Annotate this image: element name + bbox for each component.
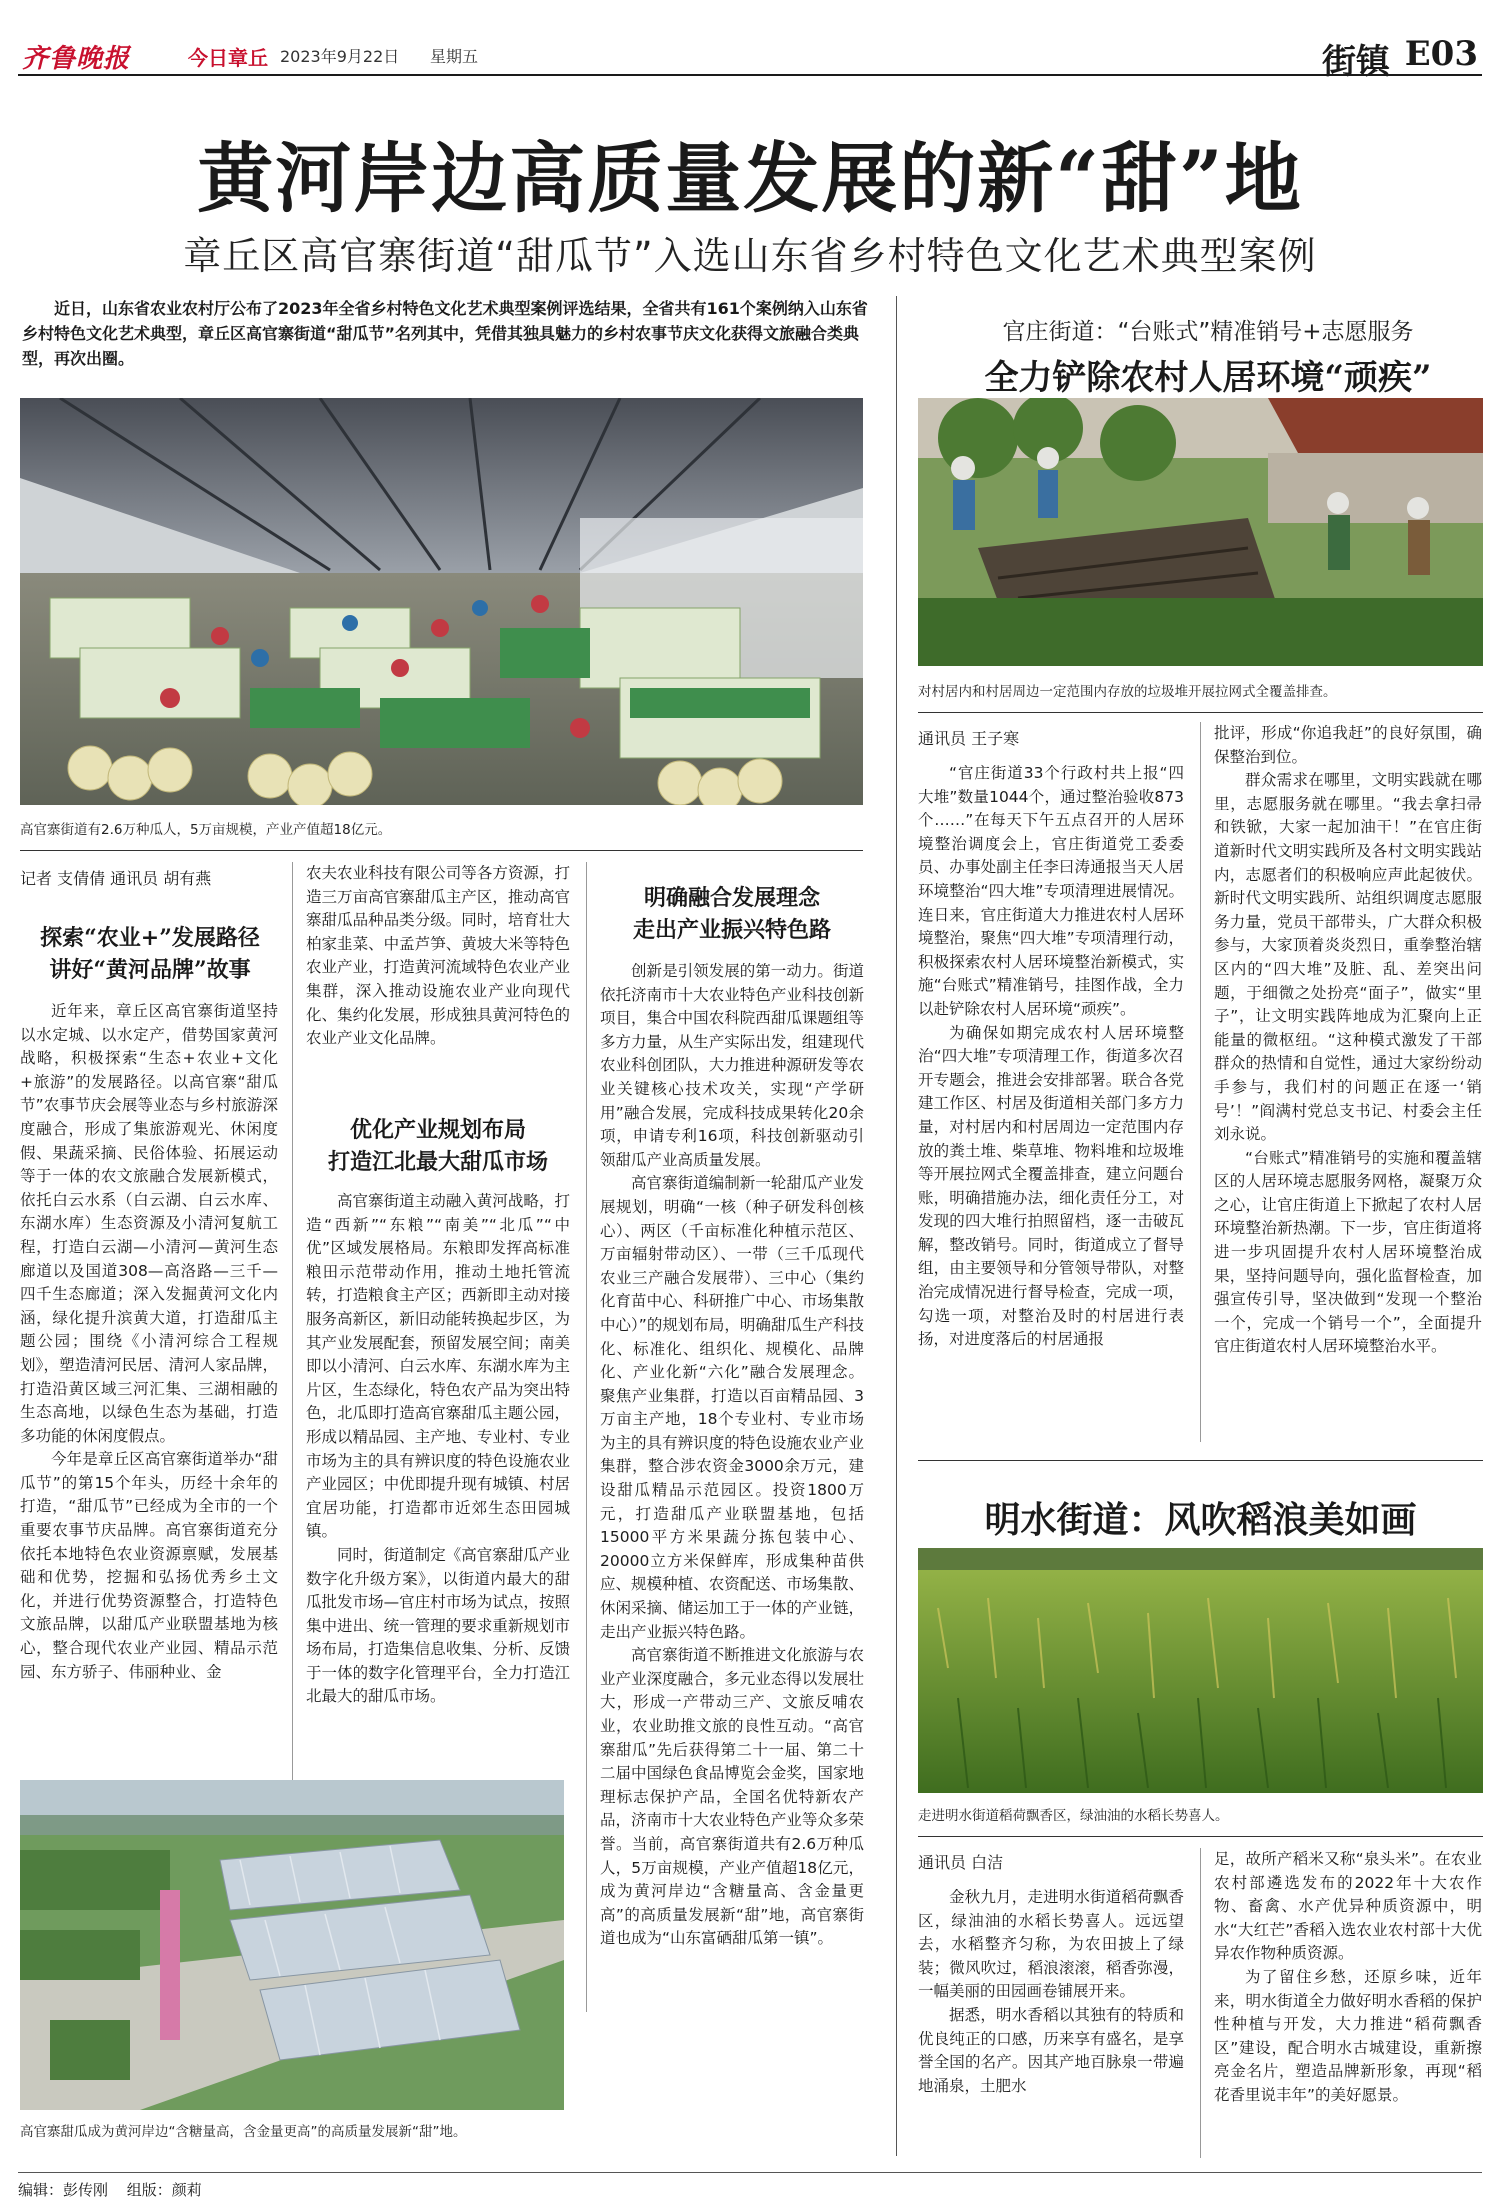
paragraph: 农夫农业科技有限公司等各方资源，打造三万亩高官寨甜瓜主产区，推动高官寨甜瓜品种品类分级。同时，培育壮大柏家韭菜、中孟芦笋、黄坡大米等特色农业产业，打造黄河流域特色农业产业集群，深入推动设施农业产业向现代化、集约化发展，形成独具黄河特色的农业产业文化品牌。 <box>306 864 570 1048</box>
page-number: E03 <box>1404 34 1478 74</box>
subhead-integrate: 明确融合发展理念 走出产业振兴特色路 <box>632 885 831 943</box>
rice-field-illustration <box>918 1548 1483 1793</box>
mingshui-title: 明水街道：风吹稻浪美如画 <box>984 1499 1417 1541</box>
paragraph: “台账式”精准销号的实施和覆盖辖区的人居环境志愿服务网格，凝聚万众之心，让官庄街道上下掀起了农村人居环境整治新热潮。下一步，官庄街道将进一步巩固提升农村人居环境整治成果，坚持问题导向，强化监督检查，加强宣传引导，坚决做到“发现一个整治一个，完成一个销号一个”，全面提升官庄街道农村人居环境整治水平。 <box>1214 1148 1482 1356</box>
guanzhuang-column-a <box>918 762 1184 1442</box>
paragraph: 高官寨街道不断推进文化旅游与农业产业深度融合，多元业态得以发展壮大，形成一产带动三产、文旅反哺农业，农业助推文旅的良性互动。“高官寨甜瓜”先后获得第二十一届、第二十二届中国绿色食品博览会金奖，国家地理标志保护产品，全国名优特新农产品，济南市十大农业特色产业等众多荣誉。当前，高官寨街道共有2.6万种瓜人，5万亩规模，产业产值超18亿元，成为黄河岸边“含糖量高、含金量更高”的高质量发展新“甜”地，高官寨街道也成为“山东富硒甜瓜第一镇”。 <box>600 1646 864 1948</box>
garbage-cleanup-caption: 对村居内和村居周边一定范围内存放的垃圾堆开展拉网式全覆盖排查。 <box>918 684 1337 700</box>
paragraph: 今年是章丘区高官寨街道举办“甜瓜节”的第15个年头，历经十余年的打造，“甜瓜节”已经成为全市的一个重要农事节庆品牌。高官寨街道充分依托本地特色农业资源禀赋，发展基础和优势，挖掘和弘扬优秀乡土文化，并进行优势资源整合，打造特色文旅品牌，以甜瓜产业联盟基地为核心，整合现代农业产业园、精品示范园、东方骄子、伟丽种业、金 <box>20 1450 278 1681</box>
lead-paragraph: 近日，山东省农业农村厅公布了2023年全省乡村特色文化艺术典型案例评选结果，全省共有161个案例纳入山东省乡村特色文化艺术典型，章丘区高官寨街道“甜瓜节”名列其中，凭借其独具魅力的乡村农事节庆文化获得文旅融合类典型，再次出圈。 <box>22 299 868 368</box>
issue-date: 2023年9月22日 <box>280 47 400 66</box>
subhead-optimize: 优化产业规划布局 打造江北最大甜瓜市场 <box>327 1117 548 1175</box>
melon-market-photo <box>20 398 863 805</box>
garbage-cleanup-illustration <box>918 398 1483 666</box>
section-name: 街镇 <box>1322 42 1390 82</box>
paragraph: 批评，形成“你追我赶”的良好氛围，确保整治到位。 <box>1214 724 1482 766</box>
column-2-top <box>306 862 570 1072</box>
newspaper-logo: 齐鲁晚报 <box>22 44 131 74</box>
greenhouse-aerial-photo <box>20 1780 564 2110</box>
greenhouse-aerial-illustration <box>20 1780 564 2110</box>
subhead-explore: 探索“农业+”发展路径 讲好“黄河品牌”故事 <box>40 925 260 983</box>
garbage-cleanup-photo <box>918 398 1483 666</box>
paragraph: 近年来，章丘区高官寨街道坚持以水定城、以水定产，借势国家黄河战略，积极探索“生态+农业+文化+旅游”的发展路径。以高官寨“甜瓜节”农事节庆会展等业态与乡村旅游深度融合，形成了集旅游观光、休闲度假、果蔬采摘、民俗体验、拓展运动等于一体的农文旅融合发展新模式，依托白云水系（白云湖、白云水库、东湖水库）生态资源及小清河复航工程，打造白云湖—小清河—黄河生态廊道以及国道308—高洛路—三千—四千生态廊道；深入发掘黄河文化内涵，绿化提升滨黄大道，打造甜瓜主题公园；围绕《小清河综合工程规划》，塑造清河民居、清河人家品牌，打造沿黄区域三河汇集、三湖相融的生态高地，以绿色生态为基础，打造多功能的休闲度假点。 <box>20 1002 278 1445</box>
paragraph: 金秋九月，走进明水街道稻荷飘香区，绿油油的水稻长势喜人。远远望去，水稻整齐匀称，为农田披上了绿装；微风吹过，稻浪滚滚，稻香弥漫，一幅美丽的田园画卷铺展开来。 <box>918 1888 1184 2001</box>
issue-weekday: 星期五 <box>430 47 479 66</box>
paragraph: 足，故所产稻米又称“泉头米”。在农业农村部遴选发布的2022年十大农作物、畜禽、水产优异种质资源中，明水“大红芒”香稻入选农业农村部十大优异农作物种质资源。 <box>1214 1850 1482 1963</box>
paragraph: 群众需求在哪里，文明实践就在哪里，志愿服务就在哪里。“我去拿扫帚和铁锨，大家一起加油干！”在官庄街道新时代文明实践所及各村文明实践站内，志愿者们的积极响应声此起彼伏。新时代文明实践所、站组织调度志愿服务力量，党员干部带头，广大群众积极参与，大家顶着炎炎烈日，重拳整治辖区内的“四大堆”及脏、乱、差突出问题，于细微之处扮亮“面子”，做实“里子”，让文明实践阵地成为汇聚向上正能量的微枢纽。“这种模式激发了干部群众的热情和自觉性，通过大家纷纷动手参与，我们村的问题正在逐一‘销号’！”阎满村党总支书记、村委会主任刘永说。 <box>1214 771 1482 1144</box>
page-subheadline: 章丘区高官寨街道“甜瓜节”入选山东省乡村特色文化艺术典型案例 <box>183 234 1317 278</box>
divider <box>918 1836 1483 1837</box>
divider <box>896 296 897 2156</box>
paragraph: 为了留住乡愁，还原乡味，近年来，明水街道全力做好明水香稻的保护性种植与开发，大力推进“稻荷飘香区”建设，配合明水古城建设，重新擦亮金名片，塑造品牌新形象，再现“稻花香里说丰年”的美好愿景。 <box>1214 1967 1482 2104</box>
page-footer <box>18 2172 1482 2200</box>
paragraph: 创新是引领发展的第一动力。街道依托济南市十大农业特色产业科技创新项目，集合中国农科院西甜瓜课题组等多方力量，从生产实际出发，组建现代农业科创团队，大力推进种源研发等农业关键核心技术攻关，实现“产学研用”融合发展，完成科技成果转化20余项，申请专利16项，科技创新驱动引领甜瓜产业高质量发展。 <box>600 962 864 1169</box>
guanzhuang-title: 全力铲除农村人居环境“顽疾” <box>984 358 1432 398</box>
column-3 <box>600 960 864 2130</box>
melon-market-illustration <box>20 398 863 805</box>
divider <box>918 1460 1483 1461</box>
paragraph: 高官寨街道编制新一轮甜瓜产业发展规划，明确“一核（种子研发科创核心）、两区（千亩标准化种植示范区、万亩辐射带动区）、一带（三千瓜现代农业三产融合发展带）、三中心（集约化育苗中心、科研推广中心、市场集散中心）”的规划布局，明确甜瓜生产科技化、标准化、组织化、规模化、品牌化、产业化新“六化”融合发展理念。聚焦产业集群，打造以百亩精品园、3万亩主产地，18个专业村、专业市场为主的具有辨识度的特色设施农业产业集群，整合涉农资金3000余万元，建设甜瓜精品示范园区。投资1800万元，打造甜瓜产业联盟基地，包括15000平方米果蔬分拣包装中心、20000立方米保鲜库，形成集种苗供应、规模种植、农资配送、市场集散、休闲采摘、储运加工于一体的产业链，走出产业振兴特色路。 <box>600 1174 864 1641</box>
edition-name: 今日章丘 <box>188 46 268 70</box>
mingshui-column-b <box>1214 1848 1482 2158</box>
guanzhuang-column-b <box>1214 722 1482 1442</box>
divider <box>1200 722 1201 1442</box>
paragraph: 高官寨街道主动融入黄河战略，打造“西新”“东粮”“南美”“北瓜”“中优”区域发展格局。东粮即发挥高标准粮田示范带动作用，推动土地托管流转，打造粮食主产区；西新即主动对接服务高新区，新旧动能转换起步区，为其产业发展配套，预留发展空间；南美即以小清河、白云水库、东湖水库为主片区，生态绿化，特色农产品为突出特色，北瓜即打造高官寨甜瓜主题公园，形成以精品园、主产地、专业村、专业市场为主的具有辨识度的特色设施农业产业园区；中优即提升现有城镇、村居宜居功能，打造都市近郊生态田园城镇。 <box>306 1192 570 1541</box>
paragraph: “官庄街道33个行政村共上报“四大堆”数量1044个，通过整治验收873个……”在每天下午五点召开的人居环境整治调度会上，官庄街道党工委委员、办事处副主任李曰涛通报当天人居环境整治“四大堆”专项清理进展情况。连日来，官庄街道大力推进农村人居环境整治，聚焦“四大堆”专项清理行动，积极探索农村人居环境整治新模式，实施“台账式”精准销号，挂图作战，全力以赴铲除农村人居环境“顽疾”。 <box>918 764 1184 1018</box>
greenhouse-aerial-caption: 高官寨甜瓜成为黄河岸边“含糖量高，含金量更高”的高质量发展新“甜”地。 <box>20 2124 467 2140</box>
mingshui-byline: 通讯员 白洁 <box>918 1853 1004 1872</box>
melon-market-caption: 高官寨街道有2.6万种瓜人，5万亩规模，产业产值超18亿元。 <box>20 822 392 838</box>
paragraph: 为确保如期完成农村人居环境整治“四大堆”专项清理工作，街道多次召开专题会，推进会安排部署。联合各党建工作区、村居及街道相关部门多方力量，对村居内和村居周边一定范围内存放的粪土堆、柴草堆、物料堆和垃圾堆等开展拉网式全覆盖排查，建立问题台账，明确措施办法，细化责任分工，对发现的四大堆行拍照留档，逐一击破瓦解，整改销号。同时，街道成立了督导组，由主要领导和分管领导带队，对整治完成情况进行督导检查，完成一项，勾选一项，对整治及时的村居进行表扬，对进度落后的村居通报 <box>918 1023 1184 1349</box>
divider <box>1200 1848 1201 2158</box>
paragraph: 同时，街道制定《高官寨甜瓜产业数字化升级方案》，以街道内最大的甜瓜批发市场—官庄村市场为试点，按照集中进出、统一管理的要求重新规划市场布局，打造集信息收集、分析、反馈于一体的数字化管理平台，全力打造江北最大的甜瓜市场。 <box>306 1545 570 1706</box>
layout-credit: 组版：颜莉 <box>126 2181 202 2199</box>
divider <box>586 862 587 2012</box>
divider <box>918 712 1483 713</box>
mingshui-column-a <box>918 1886 1184 2156</box>
paragraph: 据悉，明水香稻以其独有的特质和优良纯正的口感，历来享有盛名，是享誉全国的名产。因其产地百脉泉一带遍地涌泉，土肥水 <box>918 2005 1184 2095</box>
guanzhuang-byline: 通讯员 王子寒 <box>918 729 1020 748</box>
page-headline: 黄河岸边高质量发展的新“甜”地 <box>197 134 1303 223</box>
masthead <box>18 30 1482 82</box>
editor-credit: 编辑：彭传刚 <box>18 2181 109 2199</box>
rice-field-caption: 走进明水街道稻荷飘香区，绿油油的水稻长势喜人。 <box>918 1808 1229 1824</box>
rice-field-photo <box>918 1548 1483 1793</box>
divider <box>20 850 863 851</box>
main-byline: 记者 支倩倩 通讯员 胡有燕 <box>20 869 212 888</box>
guanzhuang-kicker: 官庄街道：“台账式”精准销号+志愿服务 <box>1002 319 1414 345</box>
